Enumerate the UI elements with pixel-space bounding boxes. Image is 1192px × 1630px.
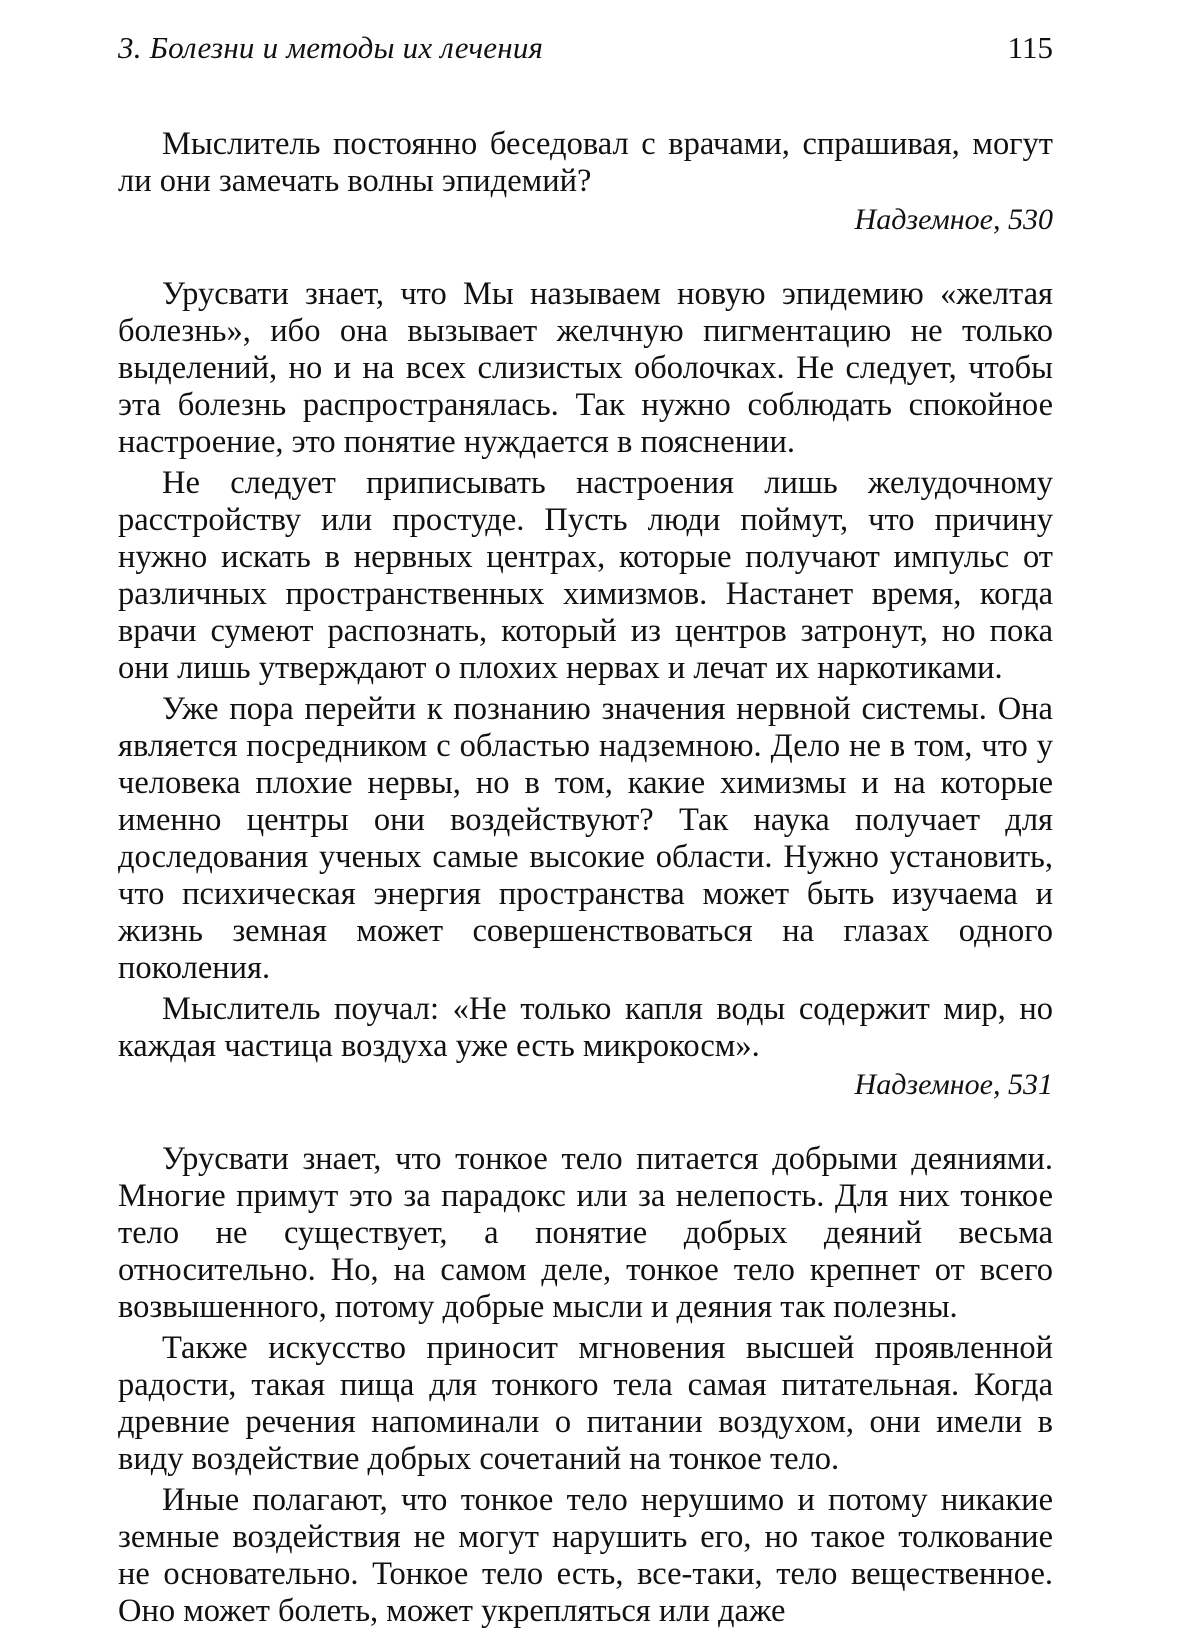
page-number: 115 — [1007, 30, 1053, 65]
paragraph: Урусвати знает, что тонкое тело питается добрыми деяниями. Многие примут это за парадокс или за нелепость. Для них тонкое тело не существует, а понятие добрых деяний весьма относительно. Но, на самом деле, тонкое тело крепнет от всего возвышенного, потому добрые мысли и деяния так полезны. — [118, 1141, 1053, 1325]
paragraph: Уже пора перейти к познанию значения нервной системы. Она является посредником с областью надземною. Дело не в том, что у человека плохие нервы, но в том, какие химизмы и на которые именно центры они воздействуют? Так наука получает для доследования ученых самые высокие области. Нужно установить, что психическая энергия пространства может быть изучаема и жизнь земная может совершенствоваться на глазах одного поколения. — [118, 691, 1053, 986]
source-citation: Надземное, 531 — [854, 1068, 1053, 1101]
book-page — [118, 30, 1053, 1630]
paragraph: Иные полагают, что тонкое тело нерушимо и потому никакие земные воздействия не могут нарушить его, но такое толкование не основательно. Тонкое тело есть, все-таки, тело вещественное. Оно может болеть, может укрепляться или даже — [118, 1482, 1053, 1629]
entry-continuing — [118, 1141, 1053, 1630]
entry-531 — [118, 276, 1053, 1105]
paragraph: Урусвати знает, что Мы называем новую эпидемию «желтая болезнь», ибо она вызывает желчную пигментацию не только выделений, но и на всех слизистых оболочках. Не следует, чтобы эта болезнь распространялась. Так нужно соблюдать спокойное настроение, это понятие нуждается в пояснении. — [118, 276, 1053, 460]
paragraph: Также искусство приносит мгновения высшей проявленной радости, такая пища для тонкого тела самая питательная. Когда древние речения напоминали о питании воздухом, они имели в виду воздействие добрых сочетаний на тонкое тело. — [118, 1330, 1053, 1477]
paragraph: Не следует приписывать настроения лишь желудочному расстройству или простуде. Пусть люди поймут, что причину нужно искать в нервных центрах, которые получают импульс от различных пространственных химизмов. Настанет время, когда врачи сумеют распознать, который из центров затронут, но пока они лишь утверждают о плохих нервах и лечат их наркотиками. — [118, 465, 1053, 686]
entry-530 — [118, 126, 1053, 240]
running-title: 3. Болезни и методы их лечения — [118, 30, 544, 65]
source-citation: Надземное, 530 — [854, 203, 1053, 236]
paragraph: Мыслитель постоянно беседовал с врачами, спрашивая, могут ли они замечать волны эпидемий? — [118, 126, 1053, 199]
running-head — [118, 30, 1053, 90]
paragraph: Мыслитель поучал: «Не только капля воды содержит мир, но каждая частица воздуха уже есть микрокосм». — [118, 991, 1053, 1064]
